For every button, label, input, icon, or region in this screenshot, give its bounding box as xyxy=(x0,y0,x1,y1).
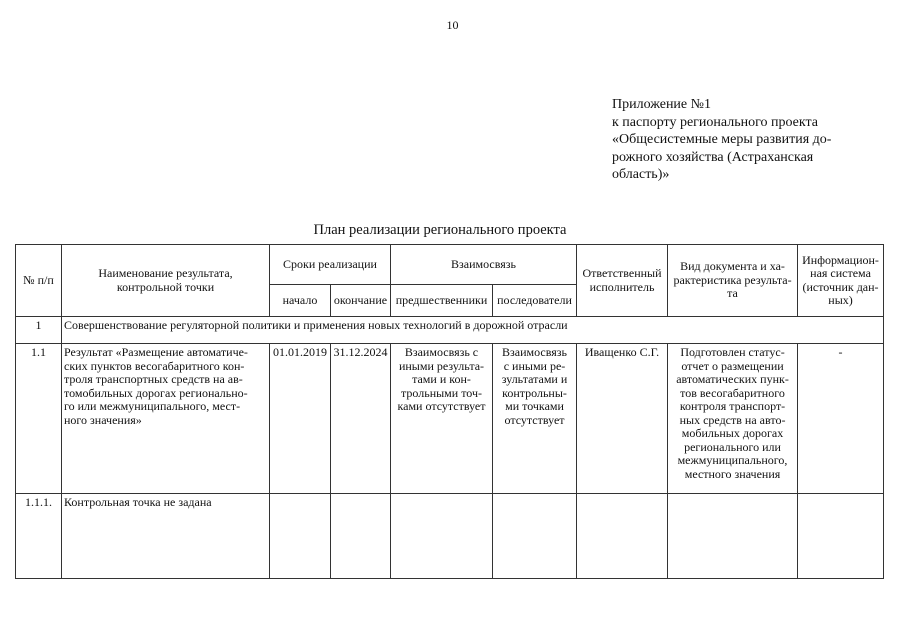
appendix-note xyxy=(612,96,852,184)
header-successors: последователи xyxy=(493,285,577,317)
appendix-line: «Общесистемные меры развития до- xyxy=(612,132,832,147)
empty-cell xyxy=(270,494,331,579)
empty-cell xyxy=(493,494,577,579)
info-system-cell: - xyxy=(798,344,884,494)
header-end: окончание xyxy=(331,285,391,317)
header-name: Наименование результата, контрольной точки xyxy=(62,245,270,317)
table-row xyxy=(16,494,884,579)
appendix-line: Приложение №1 xyxy=(612,97,711,112)
page-number: 10 xyxy=(446,18,459,32)
appendix-line: область)» xyxy=(612,167,670,182)
header-doc-type: Вид документа и ха- рактеристика результа- та xyxy=(668,245,798,317)
responsible-cell: Иващенко С.Г. xyxy=(577,344,668,494)
empty-cell xyxy=(331,494,391,579)
empty-cell xyxy=(577,494,668,579)
empty-cell xyxy=(668,494,798,579)
section-row xyxy=(16,317,884,344)
appendix-line: к паспорту регионального проекта xyxy=(612,114,818,130)
end-date: 31.12.2024 xyxy=(331,344,391,494)
header-info-system: Информацион- ная система (источник дан- ных) xyxy=(798,245,884,317)
appendix-line: рожного хозяйства (Астраханская xyxy=(612,149,814,165)
result-name: Результат «Размещение автоматиче- ских пунктов весогабаритного кон- троля транспортных средств на ав- томобильных дорогах регионально- го или межмуниципального, мест- ного значения» xyxy=(62,344,270,494)
successors-cell: Взаимосвязь с иными ре- зультатами и контрольны- ми точками отсутствует xyxy=(493,344,577,494)
header-terms: Сроки реализации xyxy=(270,245,391,285)
start-date: 01.01.2019 xyxy=(270,344,331,494)
plan-table xyxy=(15,244,884,579)
header-responsible: Ответственный исполнитель xyxy=(577,245,668,317)
empty-cell xyxy=(391,494,493,579)
predecessors-cell: Взаимосвязь с иными результа- тами и кон- трольными точ- ками отсутствует xyxy=(391,344,493,494)
header-relation: Взаимосвязь xyxy=(391,245,577,285)
row-num: 1.1 xyxy=(16,344,62,494)
empty-cell xyxy=(798,494,884,579)
plan-title: План реализации регионального проекта xyxy=(313,222,567,238)
header-predecessors: предшественники xyxy=(391,285,493,317)
control-point-name: Контрольная точка не задана xyxy=(62,494,270,579)
doc-type-cell: Подготовлен статус- отчет о размещении автоматических пунк- тов весогабаритного контроля транспорт- ных средств на авто- мобильных дорогах регионального или межмуниципального, местного значения xyxy=(668,344,798,494)
section-title: Совершенствование регуляторной политики и применения новых технологий в дорожной отрасли xyxy=(62,317,884,344)
header-num: № п/п xyxy=(16,245,62,317)
row-num: 1.1.1. xyxy=(16,494,62,579)
table-row xyxy=(16,344,884,494)
table-header-row xyxy=(16,245,884,285)
section-num: 1 xyxy=(16,317,62,344)
header-start: начало xyxy=(270,285,331,317)
